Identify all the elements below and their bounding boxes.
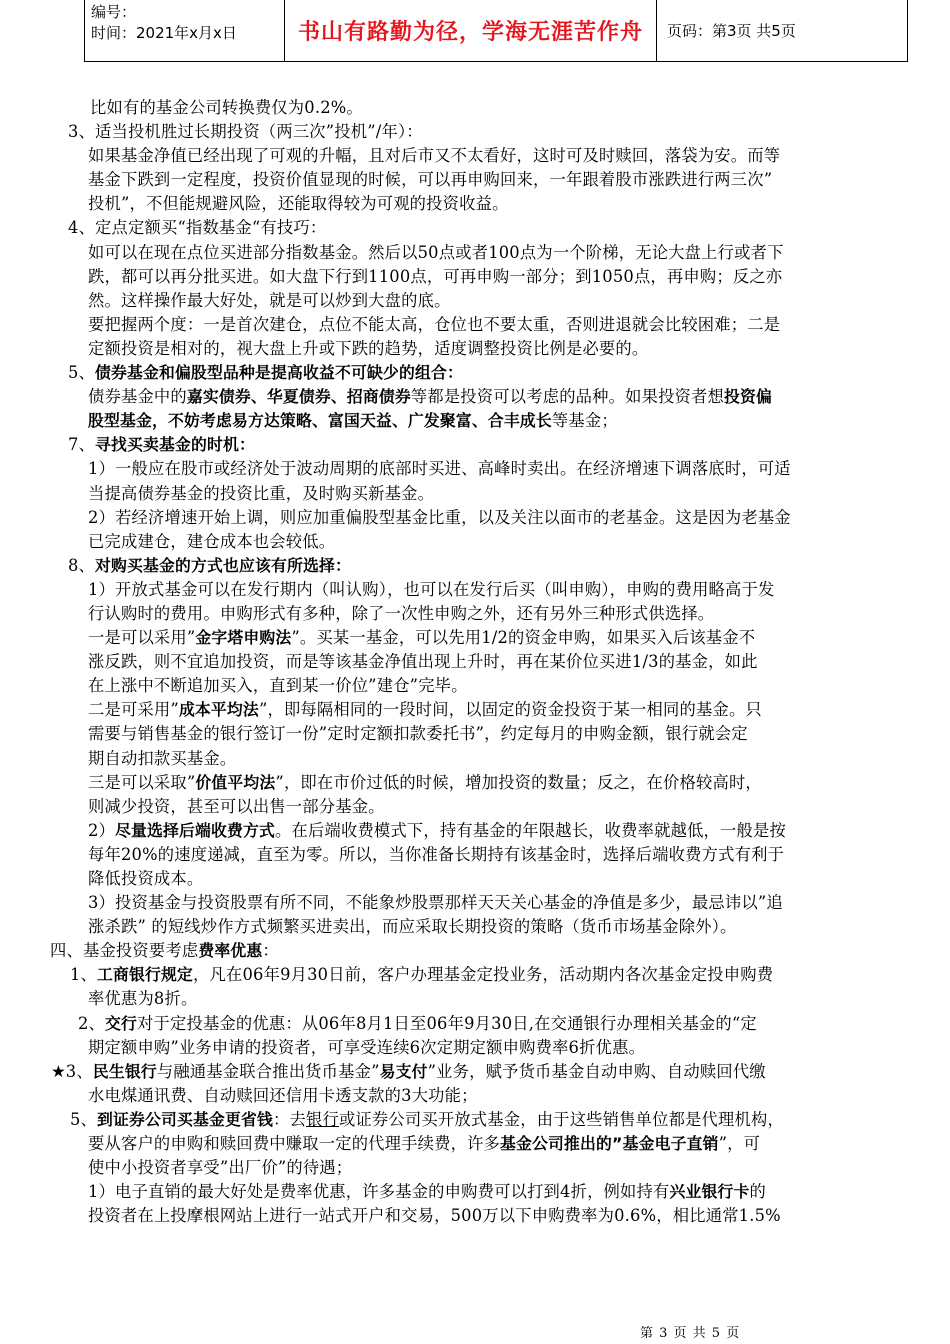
text-line (50, 650, 910, 674)
text-line (50, 313, 910, 337)
text-line (50, 337, 910, 361)
text-line (50, 1156, 910, 1180)
text-line (50, 96, 910, 120)
text-segment: 2） (88, 820, 116, 840)
bold-text: 工商银行规定 (97, 965, 194, 985)
text-segment: 然。这样操作最大好处，就是可以炒到大盘的底。 (88, 290, 451, 310)
text-segment: 对于定投基金的优惠：从06年8月1日至06年9月30日,在交通银行办理相关基金的“定 (137, 1013, 757, 1033)
text-line (50, 626, 910, 650)
text-line (50, 144, 910, 168)
text-segment: 3）投资基金与投资股票有所不同，不能象炒股票那样天天关心基金的净值是多少，最忌讳以”追 (88, 893, 783, 913)
text-segment: 2）若经济增速开始上调，则应加重偏股型基金比重，以及关注以面市的老基金。这是因为老基金 (88, 507, 791, 527)
text-segment: 基金下跌到一定程度，投资价值显现的时候，可以再申购回来，一年跟着股市涨跌进行两三次” (88, 170, 773, 190)
text-line (50, 289, 910, 313)
text-line (50, 867, 910, 891)
text-segment: 1）一般应在股市或经济处于波动周期的底部时买进、高峰时卖出。在经济增速下调落底时，可适 (88, 459, 791, 479)
text-line (50, 120, 910, 144)
page-footer: 第 3 页 共 5 页 (640, 1326, 741, 1341)
text-segment: ”业务，赋予货币基金自动申购、自动赎回代缴 (427, 1061, 766, 1081)
text-segment: ”，即每隔相同的一段时间，以固定的资金投资于某一相同的基金。只 (258, 700, 762, 720)
text-line (50, 554, 910, 578)
text-line (50, 1180, 910, 1204)
text-line (50, 698, 910, 722)
text-segment: 8、 (68, 555, 96, 575)
underlined-text: 银行 (305, 1109, 339, 1129)
text-line (50, 915, 910, 939)
text-segment: ”，即在市价过低的时候，增加投资的数量；反之，在价格较高时， (275, 772, 762, 792)
text-segment: 1）电子直销的最大好处是费率优惠，许多基金的申购费可以打到4折，例如持有 (88, 1182, 670, 1202)
text-segment: 期定额申购”业务申请的投资者，可享受连续6次定期定额申购费率6折优惠。 (88, 1037, 646, 1057)
text-segment: 4、定点定额买“指数基金“有技巧： (68, 218, 327, 238)
text-segment: 投机”，不但能规避风险，还能取得较为可观的投资收益。 (88, 194, 509, 214)
text-segment: ”。买某一基金，可以先用1/2的资金申购，如果买入后该基金不 (291, 628, 756, 648)
text-segment: 降低投资成本。 (88, 869, 204, 888)
text-segment: 或证券公司买开放式基金，由于这些销售单位都是代理机构， (338, 1109, 784, 1129)
text-segment: ： (262, 941, 279, 961)
bold-text: 投资偏 (724, 387, 773, 407)
text-line (50, 1060, 910, 1084)
text-segment: 7、 (68, 435, 96, 455)
text-line (50, 192, 910, 216)
text-segment: 等都是投资可以考虑的品种。如果投资者想 (410, 387, 725, 407)
number-label: 编号： (91, 3, 137, 21)
text-line (50, 891, 910, 915)
text-line (50, 241, 910, 265)
text-segment: 每年20%的速度递减，直至为零。所以，当你准备长期持有该基金时，选择后端收费方式有利于 (88, 844, 785, 864)
bold-text: 易支付 (379, 1061, 428, 1081)
text-line (50, 216, 910, 240)
text-segment: ：去 (273, 1109, 306, 1129)
text-segment: ★3、 (51, 1061, 93, 1081)
text-segment: 在上涨中不断追加买入，直到某一价位”建仓”完毕。 (88, 676, 468, 696)
text-line (50, 722, 910, 746)
text-segment: 一是可以采用” (88, 628, 196, 648)
text-line (50, 1204, 910, 1228)
header-page-info: 页码：第3页 共5页 (667, 22, 796, 40)
bold-text: 债券基金和偏股型品种是提高收益不可缺少的组合： (95, 363, 463, 383)
text-line (50, 939, 910, 963)
text-line (50, 1132, 910, 1156)
bold-text: 股型基金，不妨考虑易方达策略、富国天益、广发聚富、合丰成长 (88, 411, 552, 431)
text-line (50, 1012, 910, 1036)
text-segment: 需要与销售基金的银行签订一份”定时定额扣款委托书”，约定每月的申购金额，银行就会定 (88, 724, 748, 744)
text-line (50, 1036, 910, 1060)
text-segment: 债券基金中的 (88, 387, 187, 407)
bold-text: 嘉实债券、华夏债券、招商债券 (186, 387, 411, 407)
bold-text: 民生银行 (92, 1061, 157, 1081)
text-line (50, 747, 910, 771)
text-line (50, 433, 910, 457)
text-line (50, 674, 910, 698)
text-line (50, 963, 910, 987)
text-segment: 等基金； (551, 411, 618, 431)
text-segment: 的 (749, 1182, 766, 1202)
text-line (50, 457, 910, 481)
text-segment: 跌，都可以再分批买进。如大盘下行到1100点，可再申购一部分；到1050点，再申购；反之亦 (88, 266, 783, 286)
bold-text: 到证券公司买基金更省钱 (97, 1109, 274, 1129)
text-segment: 2、 (78, 1013, 106, 1033)
text-segment: 则减少投资，甚至可以出售一部分基金。 (88, 796, 385, 816)
text-segment: 。在后端收费模式下，持有基金的年限越长，收费率就越低，一般是按 (275, 820, 786, 840)
bold-text: 价值平均法 (195, 772, 276, 792)
text-segment: 5、 (70, 1109, 98, 1129)
bold-text: 基金公司推出的”基金电子直销 (500, 1134, 719, 1154)
text-line (50, 409, 910, 433)
text-segment: 要从客户的申购和赎回费中赚取一定的代理手续费，许多 (88, 1134, 501, 1154)
bold-text: 金字塔申购法 (195, 628, 292, 648)
text-segment: 率优惠为8折。 (88, 989, 198, 1009)
text-line (50, 602, 910, 626)
text-line (50, 1108, 910, 1132)
bold-text: 寻找买卖基金的时机： (95, 435, 256, 455)
text-segment: 与融通基金联合推出货币基金” (156, 1061, 380, 1081)
document-body (50, 96, 910, 1228)
text-line (50, 578, 910, 602)
bold-text: 费率优惠 (198, 941, 263, 961)
text-segment: 二是可采用” (88, 700, 179, 720)
bold-text: 成本平均法 (178, 700, 259, 720)
text-segment: 1、 (70, 965, 98, 985)
bold-text: 尽量选择后端收费方式 (115, 820, 276, 840)
text-segment: ，凡在06年9月30日前，客户办理基金定投业务，活动期内各次基金定投申购费 (193, 965, 774, 985)
text-segment: 如果基金净值已经出现了可观的升幅，且对后市又不太看好，这时可及时赎回，落袋为安。而等 (88, 146, 781, 166)
text-line (50, 506, 910, 530)
bold-text: 兴业银行卡 (669, 1182, 750, 1202)
text-segment: 水电煤通讯费、自动赎回还信用卡透支款的3大功能； (88, 1085, 478, 1105)
text-segment: 期自动扣款买基金。 (88, 748, 237, 768)
text-segment: 三是可以采取” (88, 772, 196, 792)
text-line (50, 482, 910, 506)
text-line (50, 795, 910, 819)
text-segment: ”，可 (718, 1134, 761, 1154)
text-line (50, 361, 910, 385)
text-segment: 比如有的基金公司转换费仅为0.2%。 (90, 98, 363, 117)
bold-text: 交行 (105, 1013, 138, 1033)
text-line (50, 168, 910, 192)
text-segment: 5、 (68, 363, 96, 383)
text-line (50, 771, 910, 795)
text-segment: 已完成建仓，建仓成本也会较低。 (88, 531, 336, 551)
bold-text: 对购买基金的方式也应该有所选择： (95, 555, 351, 575)
text-segment: 投资者在上投摩根网站上进行一站式开户和交易，500万以下申购费率为0.6%，相比通常1.5% (88, 1206, 781, 1226)
header-motto: 书山有路勤为径，学海无涯苦作舟 (285, 0, 657, 61)
text-line (50, 1084, 910, 1108)
text-line (50, 385, 910, 409)
text-segment: 要把握两个度：一是首次建仓，点位不能太高，仓位也不要太重，否则进退就会比较困难；二是 (88, 314, 781, 334)
text-line (50, 265, 910, 289)
text-segment: 涨反跌，则不宜追加投资，而是等该基金净值出现上升时，再在某价位买进1/3的基金，如此 (88, 652, 758, 672)
text-line (50, 843, 910, 867)
time-label: 时间：2021年x月x日 (91, 24, 237, 42)
text-line (50, 530, 910, 554)
text-segment: 3、适当投机胜过长期投资（两三次”投机”/年）： (68, 122, 423, 142)
text-segment: 使中小投资者享受”出厂价”的待遇； (88, 1158, 353, 1178)
header-meta (85, 0, 285, 61)
text-segment: 行认购时的费用。申购形式有多种，除了一次性申购之外，还有另外三种形式供选择。 (88, 603, 715, 623)
text-segment: 1）开放式基金可以在发行期内（叫认购），也可以在发行后买（叫申购），申购的费用略高于发 (88, 579, 775, 599)
text-segment: 四、基金投资要考虑 (50, 941, 199, 961)
text-segment: 当提高债券基金的投资比重，及时购买新基金。 (88, 483, 435, 503)
text-segment: 定额投资是相对的，视大盘上升或下跌的趋势，适度调整投资比例是必要的。 (88, 338, 649, 358)
text-segment: 涨杀跌” 的短线炒作方式频繁买进卖出，而应采取长期投资的策略（货币市场基金除外）。 (88, 917, 737, 937)
text-line (50, 987, 910, 1011)
text-line (50, 819, 910, 843)
text-segment: 如可以在现在点位买进部分指数基金。然后以50点或者100点为一个阶梯，无论大盘上行或者下 (88, 242, 784, 262)
page-header (84, 0, 908, 62)
